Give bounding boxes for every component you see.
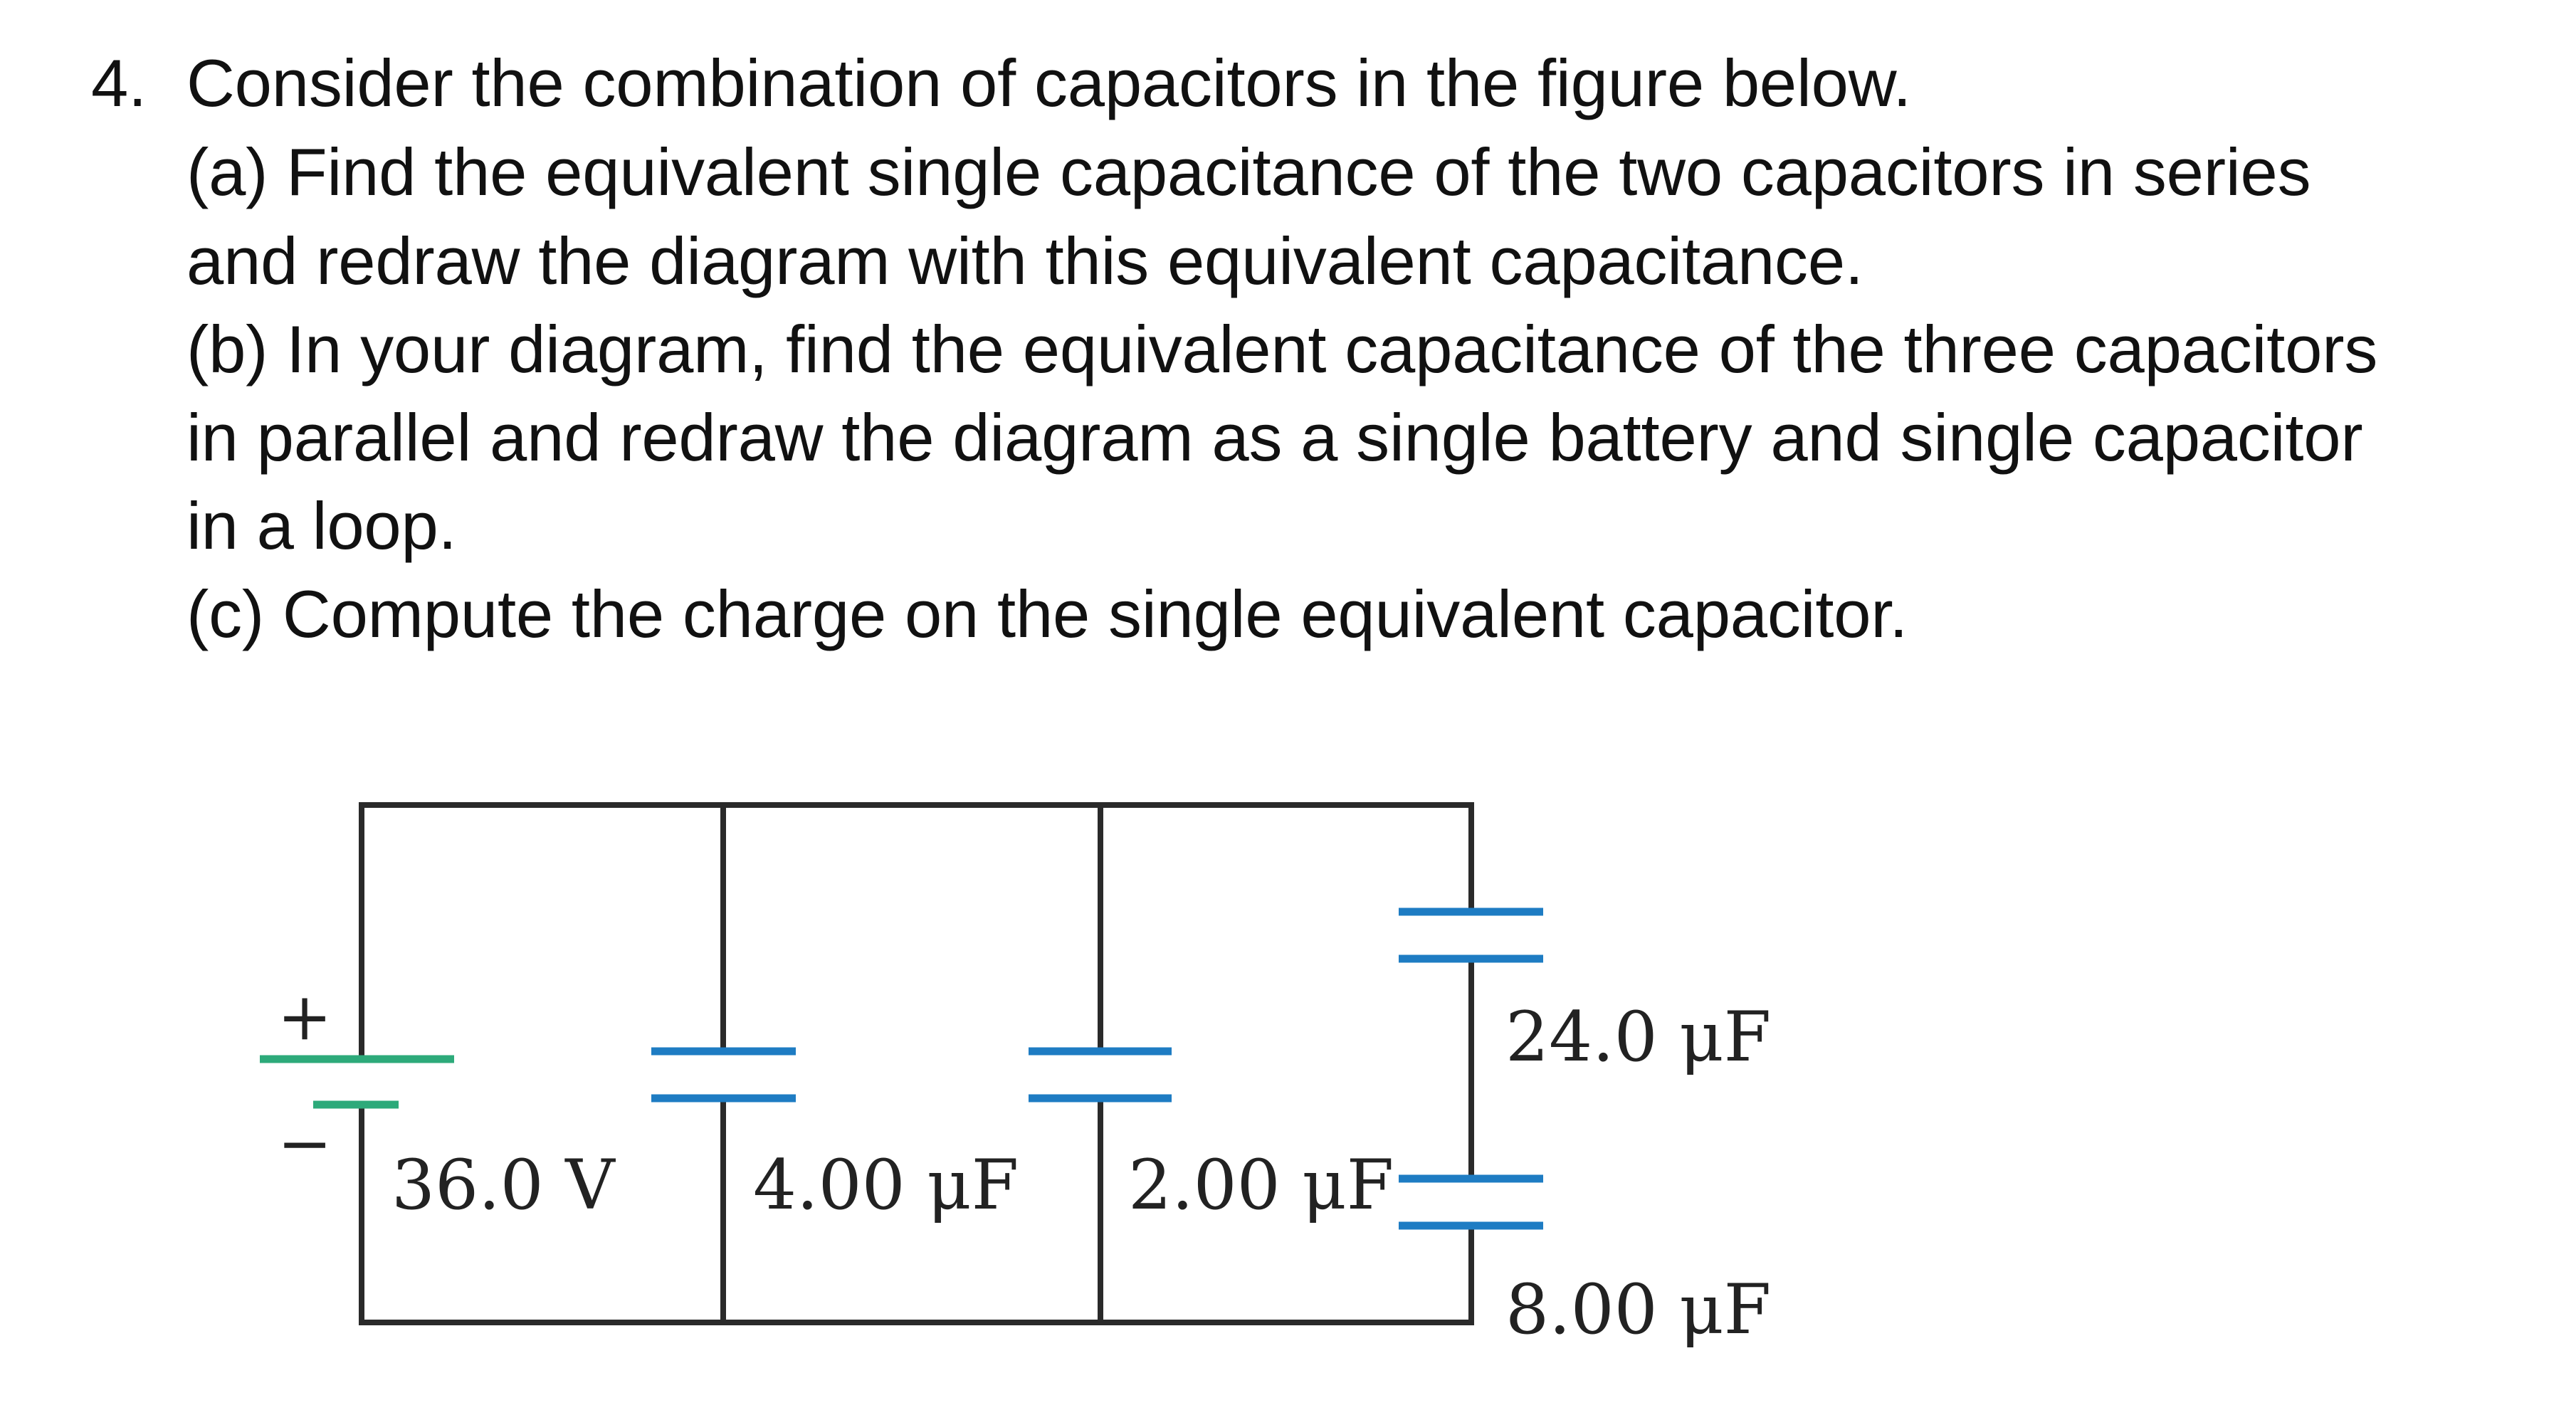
capacitor-c1-label: 4.00 μF: [753, 1145, 1019, 1225]
battery-minus-sign: −: [277, 1105, 332, 1182]
part-b-line-3: in a loop.: [186, 488, 457, 563]
question-title: Consider the combination of capacitors in the figure below.: [186, 46, 1912, 120]
capacitor-c2-label: 2.00 μF: [1128, 1145, 1394, 1225]
part-a-line-1: (a) Find the equivalent single capacitance of the two capacitors in series: [186, 135, 2311, 209]
part-b-line-1: (b) In your diagram, find the equivalent capacitance of the three capacitors: [186, 312, 2378, 386]
capacitor-c4-label: 8.00 μF: [1505, 1270, 1772, 1350]
battery-voltage-label: 36.0 V: [391, 1145, 615, 1225]
capacitor-c3-label: 24.0 μF: [1505, 997, 1772, 1077]
part-a-line-2: and redraw the diagram with this equivalent capacitance.: [186, 223, 1863, 298]
part-b-line-2: in parallel and redraw the diagram as a single battery and single capacitor: [186, 400, 2363, 475]
part-c-line-1: (c) Compute the charge on the single equivalent capacitor.: [186, 577, 1908, 651]
question-number: 4.: [91, 46, 147, 120]
battery-plus-sign: +: [277, 979, 332, 1055]
